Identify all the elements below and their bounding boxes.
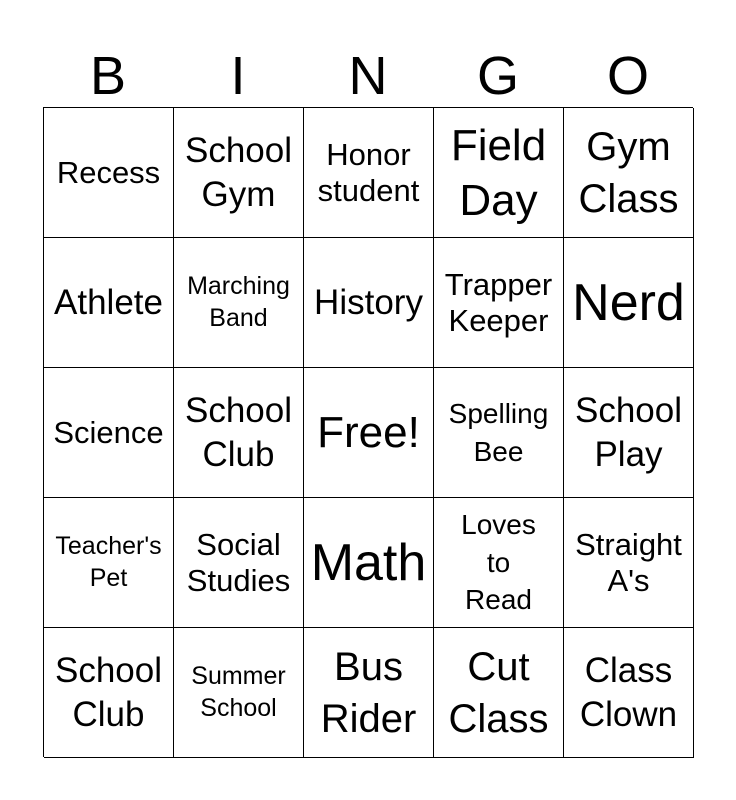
cell-label: Field Day (450, 120, 547, 225)
bingo-cell-r1-c5[interactable] (564, 108, 694, 238)
cell-label: History (314, 282, 423, 322)
bingo-header (43, 44, 693, 108)
cell-label: Bus Rider (320, 644, 417, 741)
cell-label: Cut Class (448, 644, 549, 741)
cell-label: School Gym (184, 130, 293, 214)
cell-label: Free! (317, 408, 420, 457)
bingo-cell-r4-c5[interactable] (564, 498, 694, 628)
bingo-board (43, 107, 693, 757)
cell-label: Trapper Keeper (444, 266, 553, 338)
bingo-cell-r1-c4[interactable] (434, 108, 564, 238)
bingo-cell-r2-c1[interactable] (44, 238, 174, 368)
bingo-cell-r5-c1[interactable] (44, 628, 174, 758)
bingo-cell-r2-c4[interactable] (434, 238, 564, 368)
bingo-cell-r5-c4[interactable] (434, 628, 564, 758)
bingo-cell-r2-c2[interactable] (174, 238, 304, 368)
bingo-cell-r1-c2[interactable] (174, 108, 304, 238)
bingo-cell-r3-c5[interactable] (564, 368, 694, 498)
cell-label: Math (310, 533, 427, 592)
bingo-cell-r3-c2[interactable] (174, 368, 304, 498)
cell-label: Nerd (572, 273, 685, 332)
cell-label: Athlete (54, 282, 163, 322)
bingo-cell-r1-c1[interactable] (44, 108, 174, 238)
bingo-cell-r4-c1[interactable] (44, 498, 174, 628)
cell-label: Honor student (317, 136, 420, 208)
cell-label: Straight A's (575, 526, 682, 598)
cell-label: Spelling Bee (448, 397, 549, 467)
cell-label: Gym Class (578, 124, 679, 221)
bingo-cell-r5-c5[interactable] (564, 628, 694, 758)
header-letter-o: O (606, 46, 649, 106)
bingo-cell-r4-c3[interactable] (304, 498, 434, 628)
cell-label: Social Studies (186, 526, 291, 598)
header-letter-g: G (476, 46, 519, 106)
bingo-cell-r2-c3[interactable] (304, 238, 434, 368)
header-letter-n: N (348, 46, 388, 106)
header-letter-i: I (230, 46, 246, 106)
bingo-cell-r5-c2[interactable] (174, 628, 304, 758)
header-letter-b: B (89, 46, 127, 106)
bingo-cell-r2-c5[interactable] (564, 238, 694, 368)
bingo-cell-r3-c3[interactable] (304, 368, 434, 498)
cell-label: School Play (574, 390, 683, 474)
cell-label: Recess (56, 154, 161, 190)
bingo-cell-r5-c3[interactable] (304, 628, 434, 758)
bingo-cell-r3-c4[interactable] (434, 368, 564, 498)
cell-label: School Club (54, 650, 163, 734)
bingo-cell-r1-c3[interactable] (304, 108, 434, 238)
cell-label: Class Clown (579, 650, 678, 734)
bingo-cell-r4-c2[interactable] (174, 498, 304, 628)
cell-label: Science (53, 414, 164, 450)
cell-label: Summer School (191, 662, 286, 722)
cell-label: Teacher's Pet (55, 532, 162, 592)
cell-label: Loves to Read (461, 508, 536, 616)
bingo-cell-r3-c1[interactable] (44, 368, 174, 498)
cell-label: Marching Band (187, 272, 290, 332)
cell-label: School Club (184, 390, 293, 474)
bingo-cell-r4-c4[interactable] (434, 498, 564, 628)
